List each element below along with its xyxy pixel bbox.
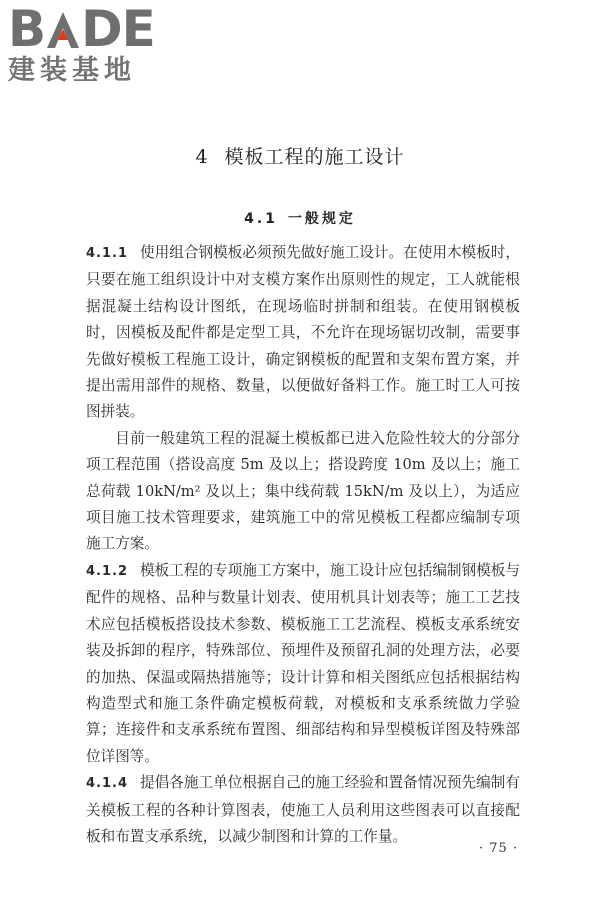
paragraph-4-1-2 [86, 558, 520, 770]
logo-letters-de: DE [81, 0, 155, 58]
paragraph-text: 使用组合钢模板必须预先做好施工设计。在使用木模板时，只要在施工组织设计中对支模方案作出原则性的规定，工人就能根据混凝土结构设计图纸，在现场临时拼制和组装。在使用钢模板时，因模板及配件都是定型工具，不允许在现场锯切改制，需要事先做好模板工程施工设计，确定钢模板的配置和支架布置方案，并提出需用部件的规格、数量，以便做好备料工作。施工时工人可按图拼装。 [86, 244, 520, 421]
paragraph-text: 提倡各施工单位根据自己的施工经验和置备情况预先编制有关模板工程的各种计算图表，使施工人员利用这些图表可以直接配板和布置支承系统，以减少制图和计算的工作量。 [86, 774, 520, 845]
clause-number: 4.1.2 [86, 563, 129, 579]
section-title [0, 208, 600, 228]
logo-a-triangle-icon [45, 4, 81, 54]
page-number: · 75 · [479, 841, 519, 856]
logo-wordmark [8, 0, 178, 58]
paragraph-4-1-1 [86, 240, 520, 426]
paragraph-continuation [86, 426, 520, 558]
body-text [86, 240, 520, 850]
chapter-title [0, 142, 600, 169]
clause-number: 4.1.1 [86, 246, 129, 261]
paragraph-text: 目前一般建筑工程的混凝土模板都已进入危险性较大的分部分项工程范围（搭设高度 5m 及以上；搭设跨度 10m 及以上；施工总荷载 10kN/m² 及以上；集中线荷载 15kN/m 及以上），为适应项目施工技术管理要求，建筑施工中的常见模板工程都应编制专项施工方案。 [86, 429, 520, 553]
section-number: 4.1 [244, 211, 278, 227]
chapter-number: 4 [195, 146, 209, 168]
logo-subtitle: 建装基地 [8, 55, 136, 86]
paragraph-4-1-4 [86, 770, 520, 850]
clause-number: 4.1.4 [86, 776, 129, 792]
chapter-title-text: 模板工程的施工设计 [224, 146, 405, 168]
bade-logo [8, 0, 178, 94]
paragraph-text: 模板工程的专项施工方案中，施工设计应包括编制钢模板与配件的规格、品种与数量计划表、使用机具计划表等；施工工艺技术应包括模板搭设技术参数、模板施工工艺流程、模板支承系统安装及拆卸的程序，特殊部位、预埋件及预留孔洞的处理方法，必要的加热、保温或隔热措施等；设计计算和相关图纸应包括根据结构构造型式和施工条件确定模板荷载，对模板和支承系统做力学验算；连接件和支承系统布置图、细部结构和异型模板详图及特殊部位详图等。 [86, 561, 520, 765]
section-title-text: 一般规定 [287, 211, 356, 227]
logo-letter-b: B [8, 0, 46, 58]
